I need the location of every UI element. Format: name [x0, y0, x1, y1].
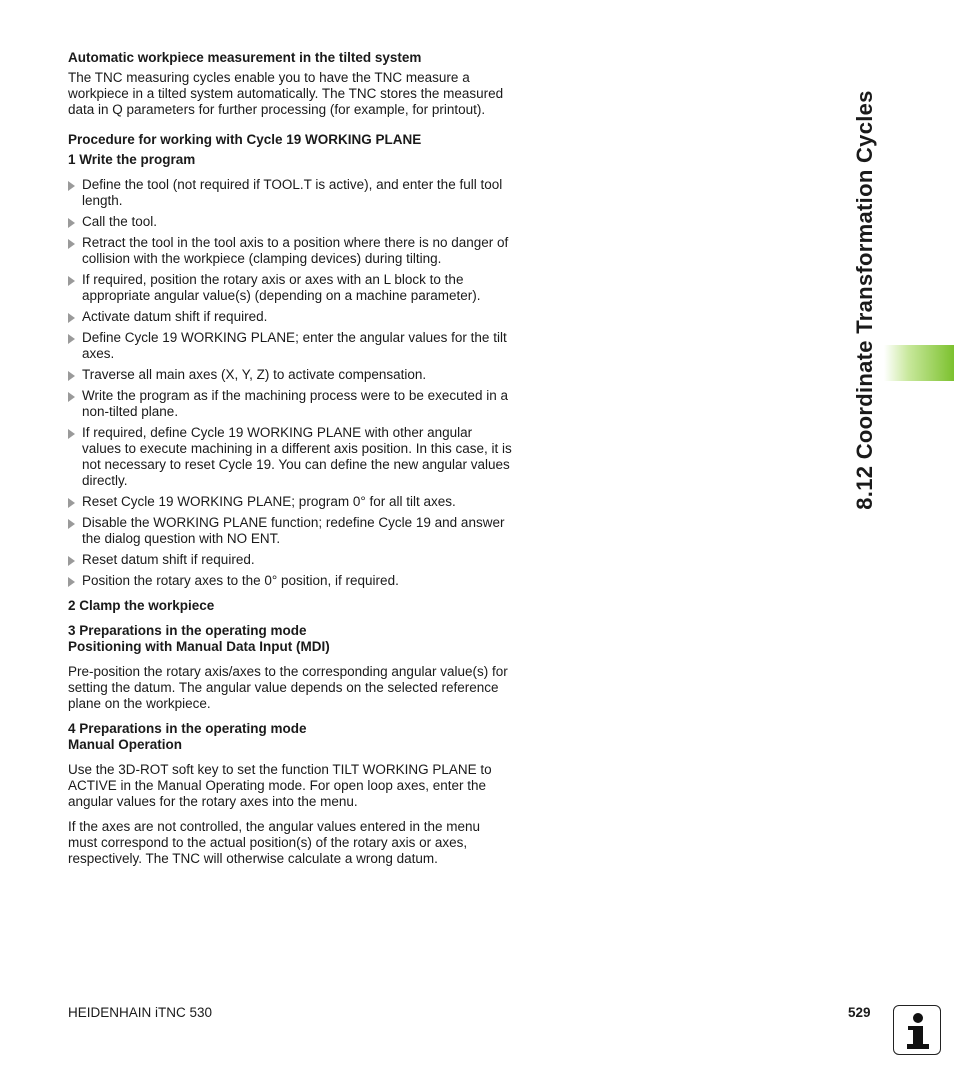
triangle-bullet-icon: [68, 218, 75, 228]
section-heading-procedure: Procedure for working with Cycle 19 WORKING PLANE: [68, 132, 422, 147]
triangle-bullet-icon: [68, 276, 75, 286]
step-heading-mdi-line2: Positioning with Manual Data Input (MDI): [68, 639, 330, 654]
chapter-tab-marker: [884, 345, 954, 381]
chapter-title-text: 8.12 Coordinate Transformation Cycles: [852, 90, 877, 510]
step-heading-clamp: 2 Clamp the workpiece: [68, 598, 215, 613]
list-item: Activate datum shift if required.: [68, 309, 513, 325]
info-icon: [893, 1005, 941, 1055]
list-item: Define Cycle 19 WORKING PLANE; enter the angular values for the tilt axes.: [68, 330, 513, 362]
triangle-bullet-icon: [68, 556, 75, 566]
page-number: 529: [848, 1005, 871, 1020]
triangle-bullet-icon: [68, 498, 75, 508]
footer-product-name: HEIDENHAIN iTNC 530: [68, 1005, 213, 1020]
list-item: If required, position the rotary axis or axes with an L block to the appropriate angular value(s) (depending on a machine parameter).: [68, 272, 513, 304]
triangle-bullet-icon: [68, 239, 75, 249]
list-item: Write the program as if the machining process were to be executed in a non-tilted plane.: [68, 388, 513, 420]
step-heading-write-program: 1 Write the program: [68, 152, 196, 167]
paragraph-manual-2: If the axes are not controlled, the angular values entered in the menu must correspond to the actual position(s) of the rotary axis or axes, respectively. The TNC will otherwise calculate a wrong datum.: [68, 819, 481, 866]
paragraph-manual-1: Use the 3D-ROT soft key to set the function TILT WORKING PLANE to ACTIVE in the Manual Operating mode. For open loop axes, enter the angular values for the rotary axes into the menu.: [68, 762, 492, 809]
triangle-bullet-icon: [68, 429, 75, 439]
step-heading-manual-line2: Manual Operation: [68, 737, 183, 752]
triangle-bullet-icon: [68, 577, 75, 587]
main-content: [68, 50, 513, 867]
step-heading-mdi-line1: 3 Preparations in the operating mode: [68, 623, 307, 638]
list-item: Position the rotary axes to the 0° position, if required.: [68, 573, 513, 589]
step-heading-manual-line1: 4 Preparations in the operating mode: [68, 721, 307, 736]
list-item: Reset Cycle 19 WORKING PLANE; program 0° for all tilt axes.: [68, 494, 513, 510]
list-item: Traverse all main axes (X, Y, Z) to activate compensation.: [68, 367, 513, 383]
triangle-bullet-icon: [68, 371, 75, 381]
paragraph-automatic-measurement: The TNC measuring cycles enable you to have the TNC measure a workpiece in a tilted system automatically. The TNC stores the measured data in Q parameters for further processing (for example, for printout).: [68, 70, 504, 117]
list-item: If required, define Cycle 19 WORKING PLANE with other angular values to execute machining in a different axis position. In this case, it is not necessary to reset Cycle 19. You can define the new angular values directly.: [68, 425, 513, 489]
procedure-bullet-list: [68, 177, 513, 589]
list-item: Retract the tool in the tool axis to a position where there is no danger of collision with the workpiece (clamping devices) during tilting.: [68, 235, 513, 267]
triangle-bullet-icon: [68, 519, 75, 529]
triangle-bullet-icon: [68, 334, 75, 344]
paragraph-mdi: Pre-position the rotary axis/axes to the corresponding angular value(s) for setting the datum. The angular value depends on the selected reference plane on the workpiece.: [68, 664, 508, 711]
list-item: Define the tool (not required if TOOL.T is active), and enter the full tool length.: [68, 177, 513, 209]
triangle-bullet-icon: [68, 181, 75, 191]
section-heading-automatic-measurement: Automatic workpiece measurement in the tilted system: [68, 50, 422, 65]
triangle-bullet-icon: [68, 313, 75, 323]
list-item: Disable the WORKING PLANE function; redefine Cycle 19 and answer the dialog question with NO ENT.: [68, 515, 513, 547]
list-item: Reset datum shift if required.: [68, 552, 513, 568]
triangle-bullet-icon: [68, 392, 75, 402]
list-item: Call the tool.: [68, 214, 513, 230]
